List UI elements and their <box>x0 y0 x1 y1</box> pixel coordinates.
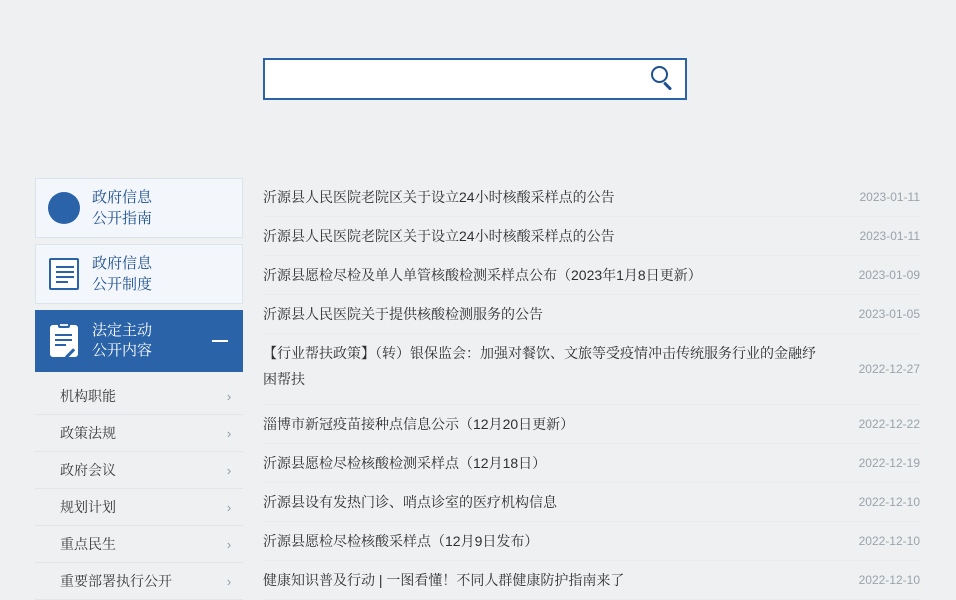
list-item[interactable] <box>263 295 920 334</box>
sidebar-card-guide-line1: 政府信息 <box>92 189 153 206</box>
list-item-title: 沂源县愿检尽检核酸检测采样点（12月18日） <box>263 455 547 471</box>
collapse-icon[interactable] <box>212 340 228 342</box>
chevron-right-icon: › <box>226 462 232 478</box>
list-item-date: 2022-12-10 <box>858 573 920 587</box>
sidebar-card-guide-label <box>92 187 152 229</box>
sidebar-item-deployment[interactable] <box>35 563 243 600</box>
sidebar-card-content-line2: 公开内容 <box>92 342 153 359</box>
list-item-title: 【行业帮扶政策】（转）银保监会：加强对餐饮、文旅等受疫情冲击传统服务行业的金融纾困帮扶 <box>263 345 816 387</box>
sidebar-item-policy[interactable] <box>35 415 243 452</box>
sidebar-item-plans-label: 规划计划 <box>60 499 116 515</box>
sidebar <box>35 178 243 600</box>
list-item-title: 沂源县人民医院老院区关于设立24小时核酸采样点的公告 <box>263 189 615 205</box>
list-item-title: 沂源县愿检尽检核酸采样点（12月9日发布） <box>263 533 539 549</box>
list-item-title: 沂源县人民医院关于提供核酸检测服务的公告 <box>263 306 543 322</box>
sidebar-card-system-line1: 政府信息 <box>92 255 153 272</box>
sidebar-item-meetings-label: 政府会议 <box>60 462 116 478</box>
list-item[interactable] <box>263 561 920 600</box>
list-item-title: 沂源县设有发热门诊、哨点诊室的医疗机构信息 <box>263 494 557 510</box>
sidebar-card-content[interactable] <box>35 310 243 372</box>
search-button[interactable] <box>639 60 685 98</box>
list-item-date: 2023-01-11 <box>859 229 920 243</box>
list-item-date: 2022-12-10 <box>858 495 920 509</box>
list-item-title: 健康知识普及行动 | 一图看懂！不同人群健康防护指南来了 <box>263 572 625 588</box>
chevron-right-icon: › <box>226 388 232 404</box>
list-item-date: 2022-12-22 <box>858 417 920 431</box>
article-list <box>263 178 920 600</box>
list-item[interactable] <box>263 405 920 444</box>
chevron-right-icon: › <box>226 536 232 552</box>
list-item-date: 2023-01-05 <box>858 307 920 321</box>
sidebar-item-deployment-label: 重要部署执行公开 <box>60 573 172 589</box>
sidebar-card-system-line2: 公开制度 <box>92 276 153 293</box>
sidebar-item-functions-label: 机构职能 <box>60 388 116 404</box>
sidebar-submenu <box>35 378 243 600</box>
sidebar-item-plans[interactable] <box>35 489 243 526</box>
chevron-right-icon: › <box>226 425 232 441</box>
list-item[interactable] <box>263 444 920 483</box>
sidebar-card-system[interactable] <box>35 244 243 304</box>
list-item-title: 沂源县人民医院老院区关于设立24小时核酸采样点的公告 <box>263 228 615 244</box>
chevron-right-icon: › <box>226 573 232 589</box>
list-item-title: 淄博市新冠疫苗接种点信息公示（12月20日更新） <box>263 416 575 432</box>
list-item[interactable] <box>263 256 920 295</box>
sidebar-card-system-label <box>92 253 152 295</box>
document-icon <box>36 258 92 290</box>
list-item[interactable] <box>263 217 920 256</box>
sidebar-item-policy-label: 政策法规 <box>60 425 116 441</box>
sidebar-card-guide[interactable] <box>35 178 243 238</box>
search-bar[interactable] <box>263 58 687 100</box>
list-item[interactable] <box>263 483 920 522</box>
sidebar-card-content-label <box>92 321 152 361</box>
sidebar-item-functions[interactable] <box>35 378 243 415</box>
chevron-right-icon: › <box>226 499 232 515</box>
search-icon <box>649 66 675 92</box>
list-item-date: 2022-12-19 <box>858 456 920 470</box>
list-item-date: 2022-12-27 <box>858 362 920 376</box>
sidebar-card-content-line1: 法定主动 <box>92 322 153 339</box>
list-item-title: 沂源县愿检尽检及单人单管核酸检测采样点公布（2023年1月8日更新） <box>263 267 702 283</box>
clipboard-icon <box>36 325 92 357</box>
list-item-date: 2023-01-11 <box>859 190 920 204</box>
sidebar-item-meetings[interactable] <box>35 452 243 489</box>
search-input[interactable] <box>265 61 639 97</box>
sidebar-item-livelihood[interactable] <box>35 526 243 563</box>
sidebar-card-guide-line2: 公开指南 <box>92 210 153 227</box>
list-item-date: 2022-12-10 <box>858 534 920 548</box>
list-item[interactable] <box>263 522 920 561</box>
list-item[interactable] <box>263 178 920 217</box>
list-item[interactable] <box>263 334 920 405</box>
list-item-date: 2023-01-09 <box>858 268 920 282</box>
compass-icon <box>36 192 92 224</box>
sidebar-item-livelihood-label: 重点民生 <box>60 536 116 552</box>
